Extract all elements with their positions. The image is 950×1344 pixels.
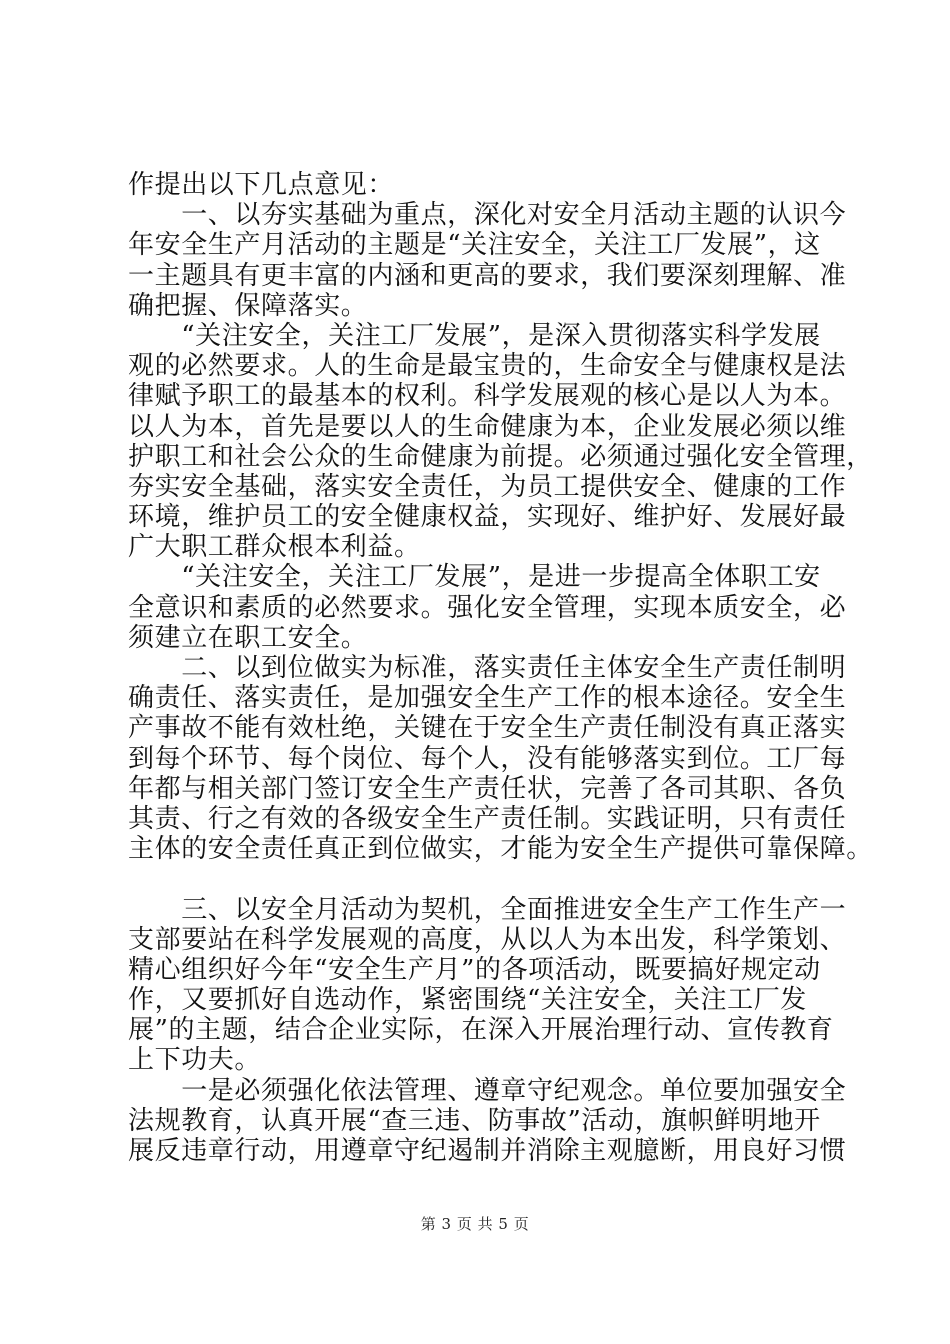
text-line: 夯实安全基础，落实安全责任，为员工提供安全、健康的工作 — [128, 471, 847, 502]
text-line: 精心组织好今年“安全生产月”的各项活动，既要搞好规定动 — [128, 954, 821, 985]
text-line: 须建立在职工安全。 — [128, 622, 368, 653]
blank-line — [128, 864, 840, 894]
text-line: 支部要站在科学发展观的高度，从以人为本出发，科学策划、 — [128, 924, 847, 955]
text-line: 护职工和社会公众的生命健康为前提。必须通过强化安全管理， — [128, 441, 873, 472]
text-line: “关注安全，关注工厂发展”，是进一步提高全体职工安 — [128, 562, 821, 593]
text-line: 到每个环节、每个岗位、每个人，没有能够落实到位。工厂每 — [128, 743, 847, 774]
text-line: 全意识和素质的必然要求。强化安全管理，实现本质安全，必 — [128, 592, 847, 623]
text-line: 确责任、落实责任，是加强安全生产工作的根本途径。安全生 — [128, 683, 847, 714]
text-line: 主体的安全责任真正到位做实，才能为安全生产提供可靠保障。 — [128, 834, 873, 865]
text-line: 产事故不能有效杜绝，关键在于安全生产责任制没有真正落实 — [128, 713, 847, 744]
text-line: 其责、行之有效的各级安全生产责任制。实践证明，只有责任 — [128, 803, 847, 834]
text-line: 一是必须强化依法管理、遵章守纪观念。单位要加强安全 — [128, 1075, 847, 1106]
text-line: 年安全生产月活动的主题是“关注安全，关注工厂发展”，这 — [128, 230, 821, 261]
text-line: 二、以到位做实为标准，落实责任主体安全生产责任制明 — [128, 653, 847, 683]
text-line: 以人为本，首先是要以人的生命健康为本，企业发展必须以维 — [128, 411, 847, 442]
text-line: 确把握、保障落实。 — [128, 290, 368, 321]
text-line: 环境，维护员工的安全健康权益，实现好、维护好、发展好最 — [128, 502, 847, 533]
text-line: 广大职工群众根本利益。 — [128, 532, 421, 563]
text-line: 作提出以下几点意见： — [128, 170, 395, 200]
text-line: 一主题具有更丰富的内涵和更高的要求，我们要深刻理解、准 — [128, 260, 847, 291]
page-number: 第 3 页 共 5 页 — [420, 1215, 530, 1233]
text-line: 三、以安全月活动为契机，全面推进安全生产工作生产一 — [128, 894, 847, 925]
text-line: 一、以夯实基础为重点，深化对安全月活动主题的认识今 — [128, 200, 847, 231]
text-line: 律赋予职工的最基本的权利。科学发展观的核心是以人为本。 — [128, 381, 847, 412]
text-line: “关注安全，关注工厂发展”，是深入贯彻落实科学发展 — [128, 320, 821, 351]
page-footer — [0, 1213, 950, 1234]
text-line: 展反违章行动，用遵章守纪遏制并消除主观臆断，用良好习惯 — [128, 1136, 847, 1166]
text-line: 法规教育，认真开展“查三违、防事故”活动，旗帜鲜明地开 — [128, 1105, 821, 1136]
text-line: 观的必然要求。人的生命是最宝贵的，生命安全与健康权是法 — [128, 351, 847, 382]
text-line: 上下功夫。 — [128, 1045, 262, 1076]
text-line: 展”的主题，结合企业实际，在深入开展治理行动、宣传教育 — [128, 1015, 834, 1046]
text-line: 作，又要抓好自选动作，紧密围绕“关注安全，关注工厂发 — [128, 985, 807, 1016]
document-body — [128, 170, 873, 1166]
text-line: 年都与相关部门签订安全生产责任状，完善了各司其职、各负 — [128, 773, 847, 804]
